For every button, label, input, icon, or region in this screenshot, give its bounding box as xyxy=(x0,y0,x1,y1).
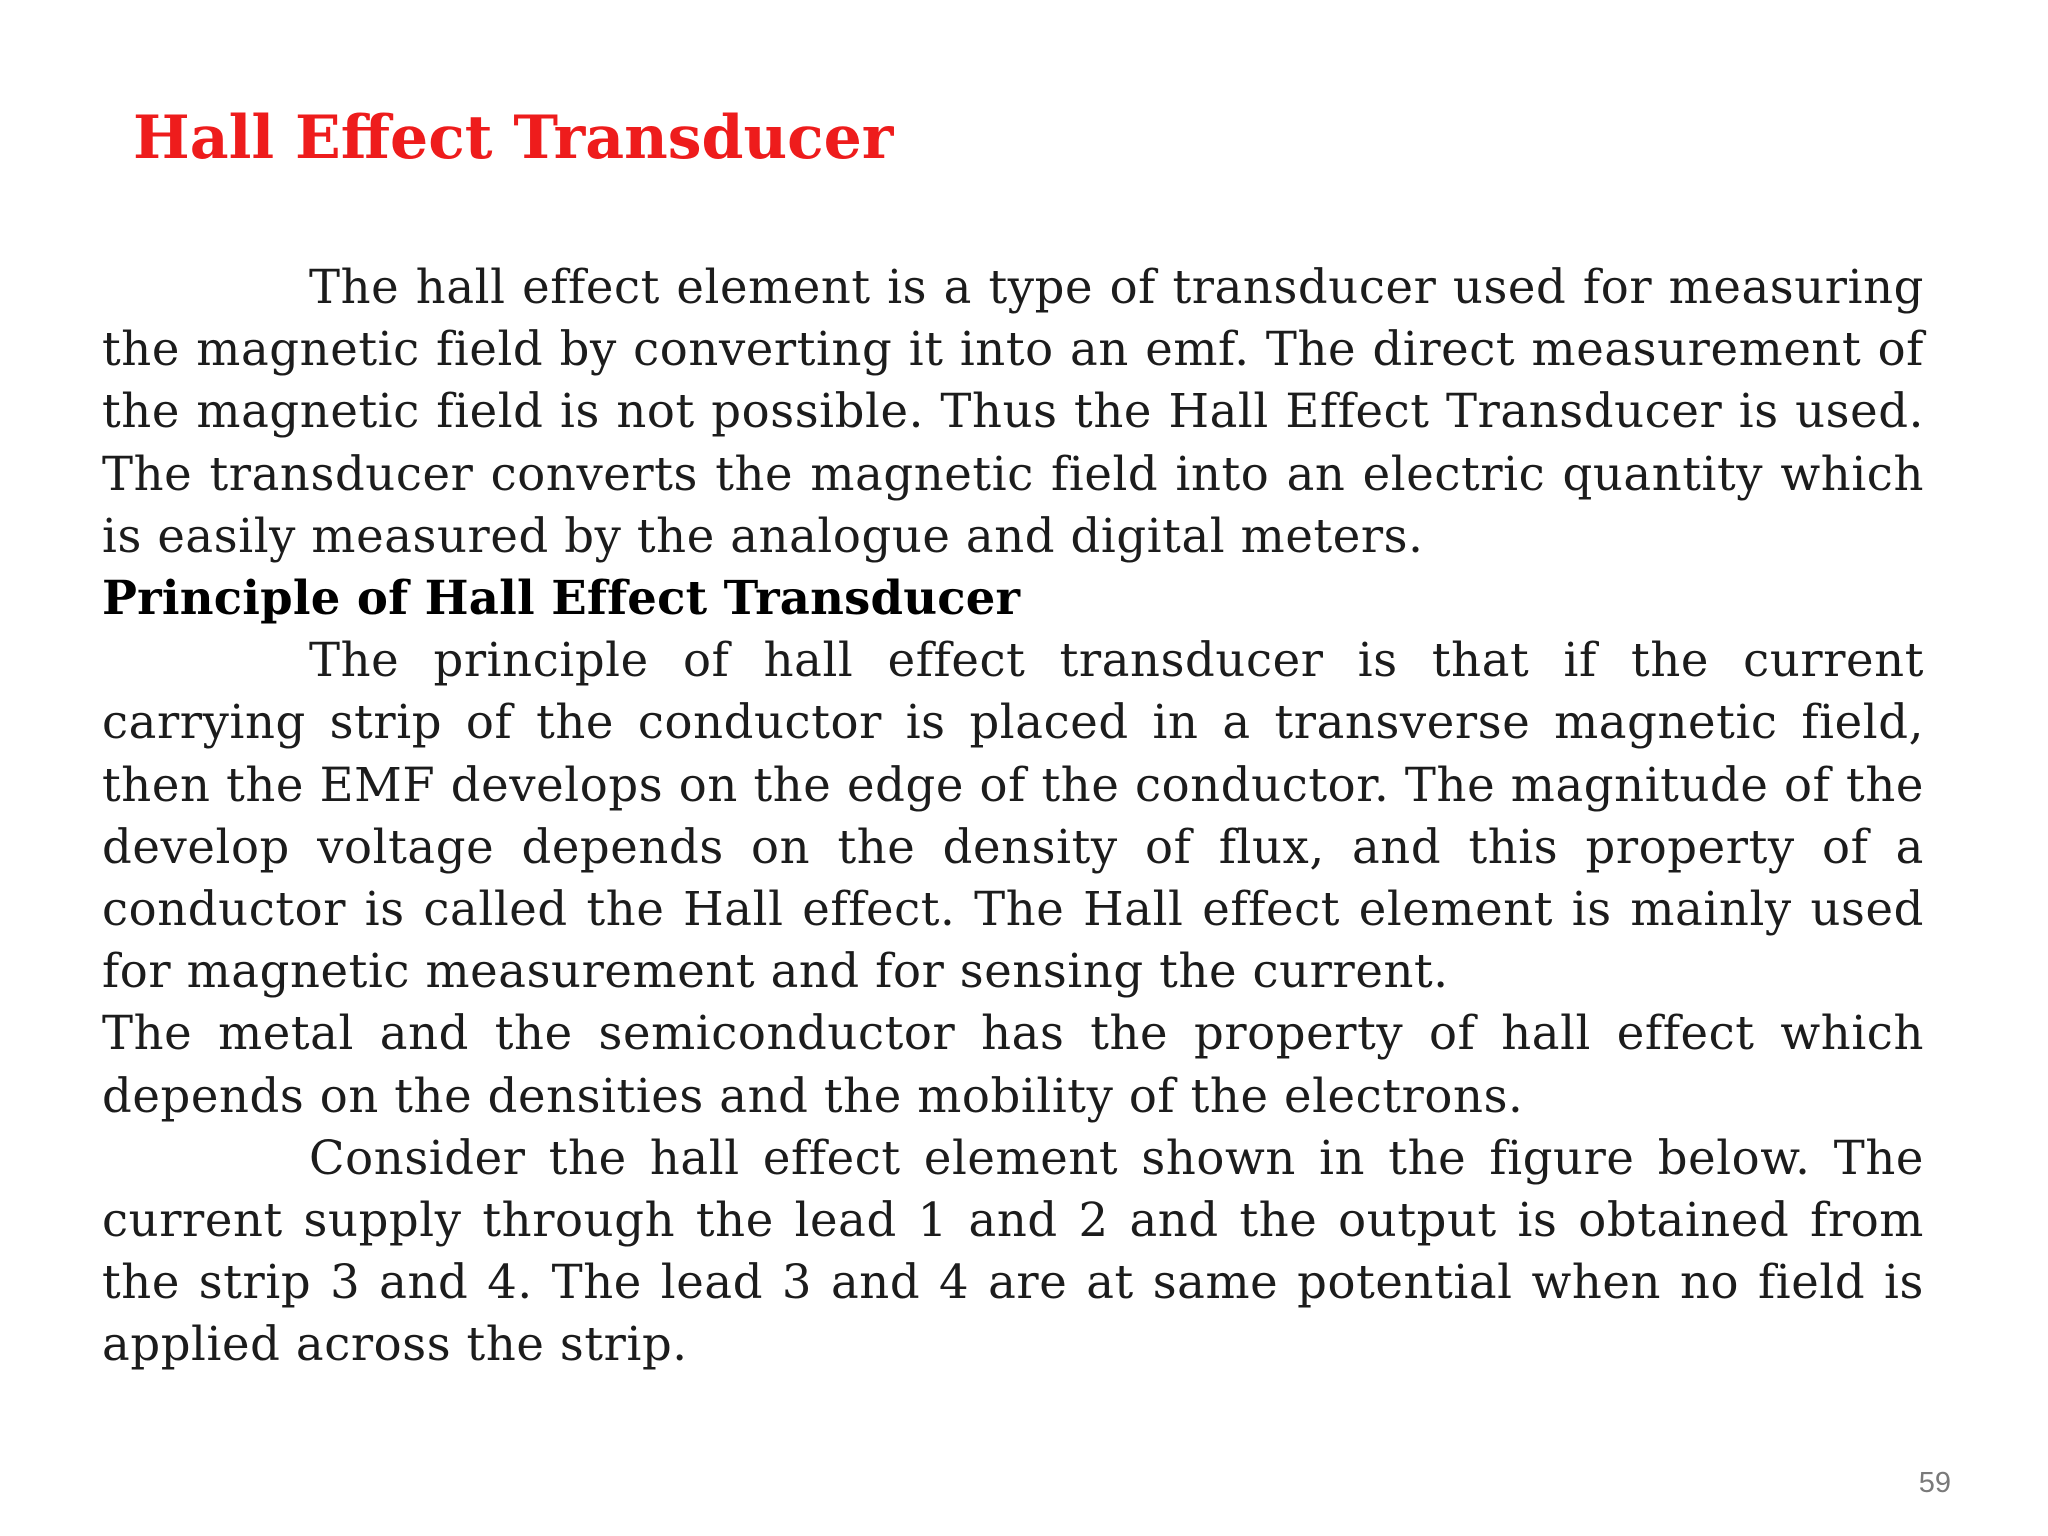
paragraph-principle: The principle of hall effect transducer is that if the current carrying strip of the conductor is placed in a transverse magnetic field, then the EMF develops on the edge of the conductor. The magnitude of the develop voltage depends on the density of flux, and this property of a conductor is called the Hall effect. The Hall effect element is mainly used for magnetic measurement and for sensing the current. xyxy=(102,633,1924,999)
page-number: 59 xyxy=(1918,1467,1951,1499)
section-heading: Principle of Hall Effect Transducer xyxy=(102,570,1021,626)
slide-body xyxy=(102,256,1924,1376)
slide-title: Hall Effect Transducer xyxy=(133,103,894,173)
paragraph-intro: The hall effect element is a type of transducer used for measuring the magnetic field by converting it into an emf. The direct measurement of the magnetic field is not possible. Thus the Hall Effect Transducer is used. The transducer converts the magnetic field into an electric quantity which is easily measured by the analogue and digital meters. xyxy=(102,260,1924,563)
paragraph-consider-element: Consider the hall effect element shown in the figure below. The current supply through the lead 1 and 2 and the output is obtained from the strip 3 and 4. The lead 3 and 4 are at same potential when no field is applied across the strip. xyxy=(102,1130,1924,1372)
paragraph-metal-semiconductor: The metal and the semiconductor has the property of hall effect which depends on the densities and the mobility of the electrons. xyxy=(102,1006,1924,1123)
